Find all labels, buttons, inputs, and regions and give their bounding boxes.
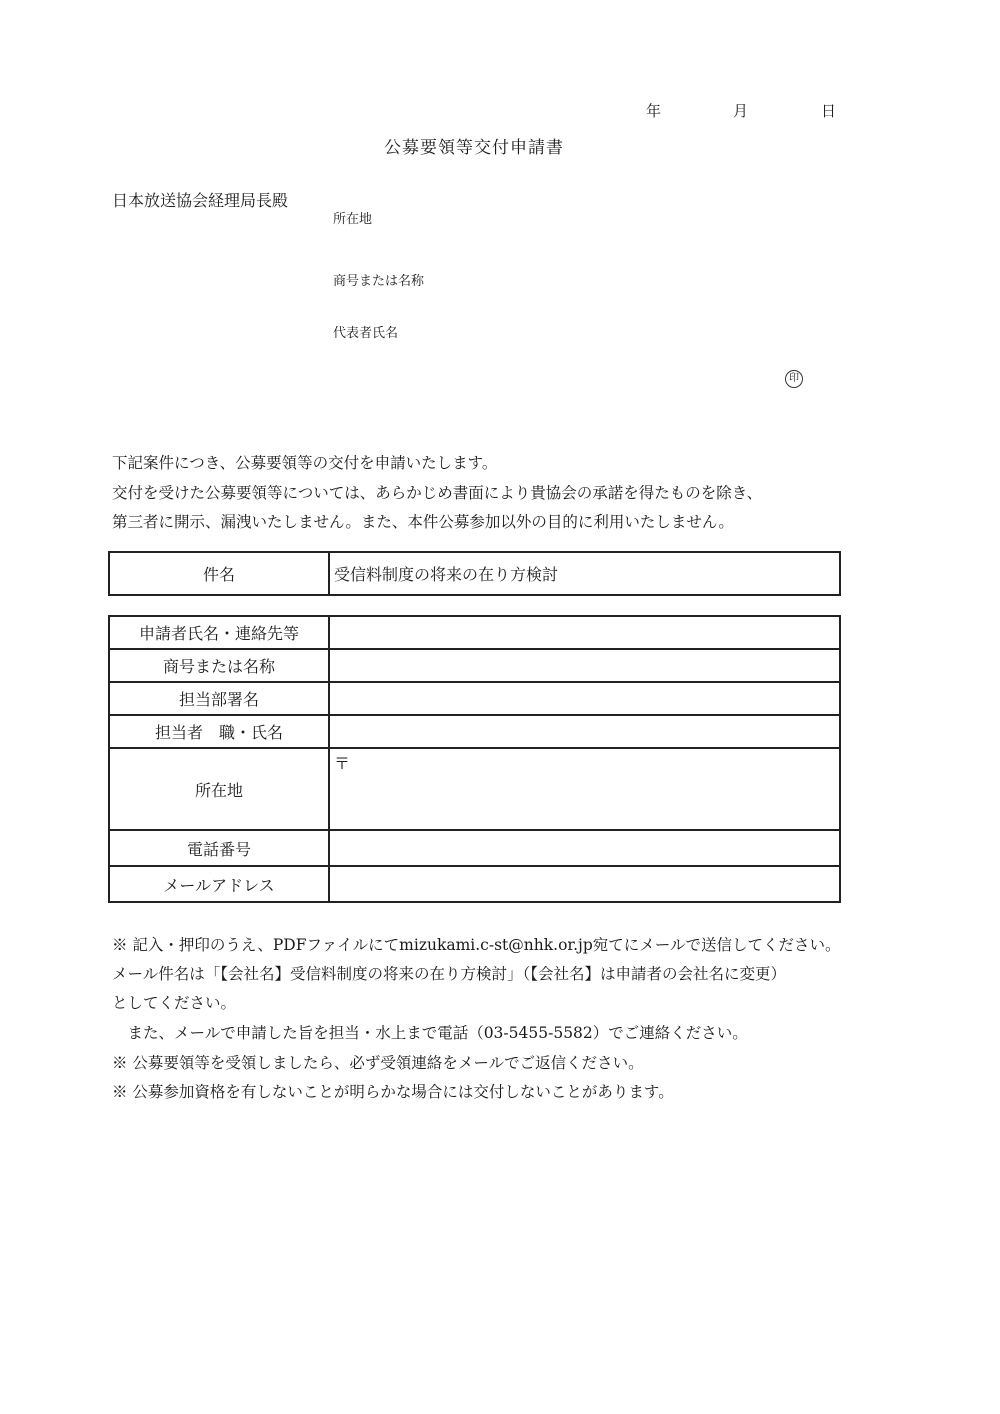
subject-value: 受信料制度の将来の在り方検討 <box>329 552 840 595</box>
note-line-6: ※ 公募参加資格を有しないことが明らかな場合には交付しないことがあります。 <box>112 1083 674 1101</box>
note-line-3: としてください。 <box>112 994 237 1012</box>
subject-label: 件名 <box>109 552 329 595</box>
addressee: 日本放送協会経理局長殿 <box>112 191 289 210</box>
company-name-label: 商号または名称 <box>109 649 329 682</box>
note-line-1: ※ 記入・押印のうえ、PDFファイルにてmizukami.c-st@nhk.or.jp宛てにメールで送信してください。 <box>112 936 841 954</box>
table-row <box>109 715 840 748</box>
seal-mark: 印 <box>785 370 803 388</box>
document-title: 公募要領等交付申請書 <box>384 138 564 158</box>
address-label: 所在地 <box>109 748 329 830</box>
date-month-label: 月 <box>733 102 749 120</box>
subject-row <box>109 552 840 595</box>
applicant-company-label: 商号または名称 <box>333 274 425 289</box>
table-row <box>109 830 840 866</box>
applicant-name-contact-field[interactable] <box>329 616 840 649</box>
person-in-charge-field[interactable] <box>329 715 840 748</box>
subject-table <box>108 551 841 596</box>
phone-field[interactable] <box>329 830 840 866</box>
note-line-2: メール件名は「【会社名】受信料制度の将来の在り方検討」（【会社名】は申請者の会社名に変更） <box>112 965 786 983</box>
department-field[interactable] <box>329 682 840 715</box>
note-line-4: また、メールで申請した旨を担当・水上まで電話（03-5455-5582）でご連絡ください。 <box>112 1024 748 1042</box>
date-year-label: 年 <box>646 102 662 120</box>
email-field[interactable] <box>329 866 840 902</box>
body-line-1: 下記案件につき、公募要領等の交付を申請いたします。 <box>112 454 498 472</box>
table-row <box>109 682 840 715</box>
applicant-location-label: 所在地 <box>333 212 373 227</box>
table-row <box>109 649 840 682</box>
table-row <box>109 866 840 902</box>
applicant-name-contact-label: 申請者氏名・連絡先等 <box>109 616 329 649</box>
body-line-3: 第三者に開示、漏洩いたしません。また、本件公募参加以外の目的に利用いたしません。 <box>112 513 734 531</box>
table-row <box>109 748 840 830</box>
company-name-field[interactable] <box>329 649 840 682</box>
body-line-2: 交付を受けた公募要領等については、あらかじめ書面により貴協会の承諾を得たものを除き、 <box>112 484 763 502</box>
date-day-label: 日 <box>821 102 837 120</box>
table-row <box>109 616 840 649</box>
phone-label: 電話番号 <box>109 830 329 866</box>
department-label: 担当部署名 <box>109 682 329 715</box>
applicant-representative-label: 代表者氏名 <box>333 326 399 341</box>
email-label: メールアドレス <box>109 866 329 902</box>
note-line-5: ※ 公募要領等を受領しましたら、必ず受領連絡をメールでご返信ください。 <box>112 1054 644 1072</box>
contact-table <box>108 615 841 903</box>
person-in-charge-label: 担当者 職・氏名 <box>109 715 329 748</box>
address-field[interactable]: 〒 <box>329 748 840 830</box>
